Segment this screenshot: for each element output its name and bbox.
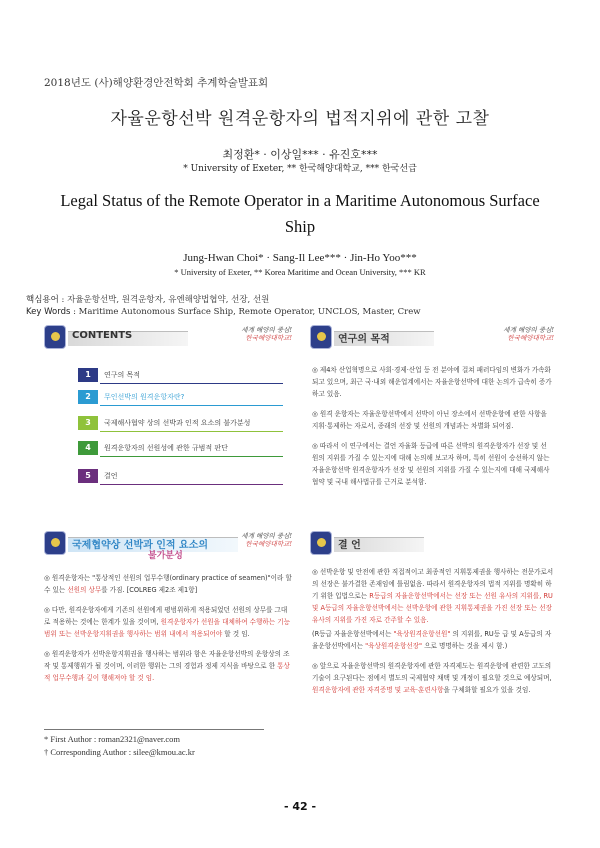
contents-heading: CONTENTS (72, 330, 133, 341)
keywords-korean-label: 핵심용어 (26, 295, 59, 305)
toc-item-label: 연구의 목적 (104, 371, 141, 379)
purpose-header (304, 324, 562, 350)
inseparability-heading: 국제협약상 선박과 인적 요소의 (72, 540, 209, 551)
purpose-body (312, 364, 552, 496)
keywords-english (26, 307, 421, 317)
inseparability-panel (38, 530, 300, 720)
university-logo-icon (310, 531, 332, 555)
korean-affiliations: * University of Exeter, ** 한국해양대학교, *** 한국선급 (183, 164, 417, 174)
toc-item-number: 4 (78, 441, 98, 455)
english-title: Legal Status of the Remote Operator in a Maritime Autonomous Surface Ship (60, 191, 540, 236)
conclusion-heading: 결 언 (338, 540, 361, 551)
page-number: - 42 - (283, 800, 317, 813)
toc-item-3 (78, 416, 283, 430)
english-affiliations: * University of Exeter, ** Korea Maritime and Ocean University, *** KR (174, 267, 426, 277)
conclusion-paragraph-3: ◎ 앞으로 자율운항선박의 원격운항자에 관한 자격제도는 원격운항에 관련한 고도의 기술이 요구된다는 점에서 별도의 국제협약 채택 및 개정이 필요할 것으로 예상되며, 원격운항자에 관한 자격증명 및 교육·훈련사항을 구체화할 필요가 있을 것임. (312, 662, 552, 694)
inseparability-paragraph-3: ◎ 원격운항자가 선박운항지휘권을 행사하는 범위라 함은 자율운항선박의 운항상의 조작 및 통제행위가 될 것이며, 이러한 행위는 그의 경험과 정제 지식을 바탕으로 한 통상적 업무수행과 깊이 행해져야 할 것 임. (44, 650, 290, 682)
signature-text: 세계 해양의 중심! 한국해양대학교! (241, 532, 292, 548)
inseparability-header (38, 530, 300, 561)
toc-item-label: 무인선박의 원격운항자란? (104, 393, 185, 401)
keywords-english-text: : Maritime Autonomous Surface Ship, Remote Operator, UNCLOS, Master, Crew (70, 307, 421, 317)
toc-item-label: 원격운항자의 선원성에 관한 규범적 판단 (104, 444, 228, 452)
korean-authors: 최정환* · 이상일*** · 유진호*** (222, 148, 378, 161)
purpose-paragraph-2: ◎ 원격 운항자는 자율운항선박에서 선박이 아닌 장소에서 선박운항에 관한 사항을 지휘·통제하는 자로서, 종래의 선장 및 선원의 개념과는 차별화 되어짐. (312, 410, 547, 430)
inseparability-paragraph-1: ◎ 원격운항자는 "통상적인 선원의 업무수행(ordinary practice of seamen)"이라 할 수 있는 선원의 상무를 가짐. [COLREG 제2조 제1항] (44, 574, 292, 594)
contents-header (38, 324, 300, 350)
purpose-paragraph-1: ◎ 제4차 산업혁명으로 사회·경제·산업 등 전 분야에 걸쳐 패러다임의 변화가 가속화되고 있으며, 최근 국·내외 해운업계에서는 자율운항선박에 대한 논의가 급속히 증가하고 있음. (312, 366, 552, 398)
purpose-paragraph-3: ◎ 따라서 이 연구에서는 결언 자율화 등급에 따른 선박의 원격운항자가 선장 및 선원의 지위를 가질 수 있는지에 대해 논의해 보고자 하며, 특히 선원이 승선하지 않는 자율운항선박 원격운항자가 선장 및 선원의 지위를 가질 수 있는지에 대해 국제해사협약 및 국내 해사법규를 근거로 분석함. (312, 442, 550, 486)
footnote-corresponding-author: † Corresponding Author : silee@kmou.ac.kr (44, 747, 195, 757)
university-logo-icon (310, 325, 332, 349)
footnote-first-author: * First Author : roman2321@naver.com (44, 734, 181, 744)
toc-item-label: 결언 (104, 472, 118, 480)
toc-item-number: 3 (78, 416, 98, 430)
korean-title: 자율운항선박 원격운항자의 법적지위에 관한 고찰 (110, 109, 490, 129)
toc-item-number: 2 (78, 390, 98, 404)
conclusion-header (304, 530, 562, 556)
conclusion-body (312, 566, 554, 704)
purpose-panel (304, 324, 562, 524)
signature-text: 세계 해양의 중심! 한국해양대학교! (503, 326, 554, 342)
contents-panel (38, 324, 300, 524)
inseparability-body (44, 572, 292, 692)
university-logo-icon (44, 325, 66, 349)
toc-item-number: 5 (78, 469, 98, 483)
purpose-heading: 연구의 목적 (338, 334, 390, 345)
keywords-korean-text: : 자율운항선박, 원격운항자, 유엔해양법협약, 선장, 선원 (58, 295, 270, 305)
toc-item-1 (78, 368, 283, 382)
inseparability-heading-line2: 불가분성 (148, 551, 183, 561)
university-logo-icon (44, 531, 66, 555)
inseparability-paragraph-2: ◎ 다만, 원격운항자에게 기존의 선원에게 평범위하게 적용되었던 선원의 상무를 그대로 적용하는 것에는 한계가 있을 것이며, 원격운항자가 선원을 대체하여 수행하는 기능범위 또는 선박운항지휘권을 행사하는 범위 내에서 적용되어야 할 것 임. (44, 606, 290, 638)
toc-item-2 (78, 390, 283, 404)
toc-item-4 (78, 441, 283, 455)
toc-item-5 (78, 469, 283, 483)
keywords-korean (26, 293, 269, 305)
signature-text: 세계 해양의 중심! 한국해양대학교! (241, 326, 292, 342)
conclusion-paragraph-2: (R등급 자율운항선박에서는 "육상원격운항선원" 의 지위를, RU등 급 및 A등급의 자율운항선박에서는 "육상원격운항선장" 으로 명명하는 것을 제시 함.) (312, 630, 552, 650)
conclusion-paragraph-1: ◎ 선박운항 및 안전에 관한 직접적이고 최종적인 지휘통제권을 행사하는 전문가로서의 선장은 불가결한 존재임에 틀림없음. 따라서 원격운항자의 법적 지위를 명확히 하기 위한 입법으로는 R등급의 자율운항선박에서는 선장 또는 선원 유사의 지위를, RU 및 A등급의 자율운항선박에서는 선박운항에 관한 지휘통제권을 가진 선장 또는 선장유사의 지위를 가진 자로 간주할 수 있음. (312, 568, 554, 624)
english-authors: Jung-Hwan Choi* · Sang-Il Lee*** · Jin-Ho Yoo*** (183, 252, 417, 264)
toc-item-label: 국제해사협약 상의 선박과 인적 요소의 불가분성 (104, 419, 251, 427)
conclusion-panel (304, 530, 562, 720)
footnote-divider (44, 729, 264, 730)
conference-name: 2018년도 (사)해양환경안전학회 추계학술발표회 (44, 77, 269, 89)
toc-item-number: 1 (78, 368, 98, 382)
keywords-english-label: Key Words (26, 307, 71, 317)
